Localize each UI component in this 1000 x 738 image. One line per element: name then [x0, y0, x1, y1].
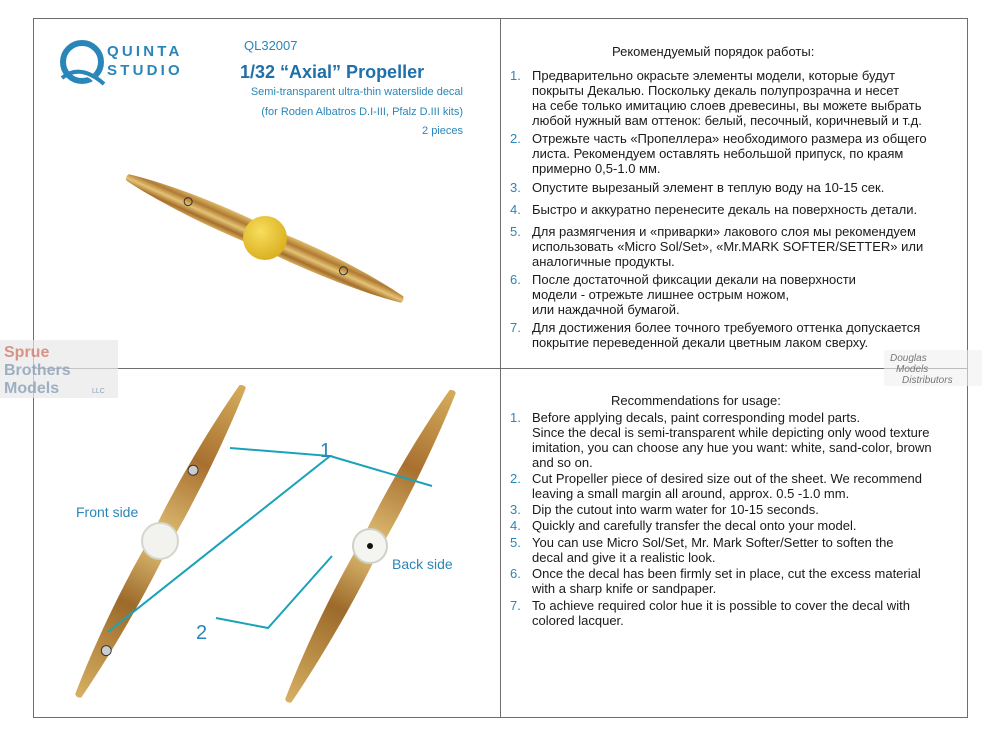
step-line: листа. Рекомендуем оставлять небольшой припуск, по краям [532, 146, 904, 161]
step-item [510, 68, 965, 128]
wm-right-line-1: Douglas [890, 353, 927, 364]
propeller-illustration [110, 148, 410, 328]
step-item [510, 598, 965, 628]
step-number: 4. [510, 202, 521, 217]
product-code: QL32007 [244, 38, 298, 53]
callout-2: 2 [196, 622, 208, 644]
step-line: примерно 0,5-1.0 мм. [532, 161, 661, 176]
step-number: 4. [510, 518, 521, 533]
brand-name [107, 42, 183, 80]
ru-heading: Рекомендуемый порядок работы: [612, 44, 815, 59]
step-line: with a sharp knife or sandpaper. [532, 581, 717, 596]
horizontal-divider [33, 368, 968, 369]
step-line: Опустите вырезаный элемент в теплую воду на 10-15 сек. [532, 180, 885, 195]
wm-right-line-3: Distributors [902, 375, 953, 386]
ru-steps-list [510, 68, 965, 350]
back-side-label: Back side [392, 556, 453, 572]
wm-left-line-1: Sprue [4, 344, 50, 361]
step-item [510, 202, 965, 217]
wm-right-line-2: Models [896, 364, 929, 375]
front-hub-icon [142, 523, 178, 559]
douglas-watermark [884, 350, 982, 386]
step-number: 3. [510, 502, 521, 517]
step-line: покрыты Декалью. Поскольку декаль полупрозрачна и несет [532, 83, 900, 98]
step-number: 5. [510, 535, 521, 550]
en-heading: Recommendations for usage: [611, 393, 781, 408]
sprue-brothers-watermark [0, 340, 118, 398]
step-item [510, 272, 965, 317]
step-item [510, 502, 965, 517]
callout-1: 1 [320, 440, 332, 462]
step-line: После достаточной фиксации декали на поверхности [532, 272, 856, 287]
step-line: Для размягчения и «приварки» лакового слоя мы рекомендуем [532, 224, 916, 239]
en-steps-list [510, 410, 965, 628]
step-line: Once the decal has been firmly set in place, cut the excess material [532, 566, 921, 581]
step-line: Cut Propeller piece of desired size out of the sheet. We recommend [532, 471, 922, 486]
step-number: 5. [510, 224, 521, 239]
step-line: Для достижения более точного требуемого оттенка допускается [532, 320, 921, 335]
step-line: decal and give it a realistic look. [532, 550, 716, 565]
product-pieces: 2 pieces [422, 125, 463, 137]
step-line: colored lacquer. [532, 613, 624, 628]
step-number: 2. [510, 131, 521, 146]
step-item [510, 535, 965, 565]
step-line: аналогичные продукты. [532, 254, 675, 269]
brand-line-1: QUINTA [107, 43, 183, 60]
step-number: 1. [510, 68, 521, 83]
step-item [510, 518, 965, 533]
step-line: Предварительно окрасьте элементы модели, которые будут [532, 68, 896, 83]
step-number: 7. [510, 598, 521, 613]
product-subtitle: Semi-transparent ultra-thin waterslide decal [250, 86, 463, 98]
step-line: модели - отрежьте лишнее острым ножом, [532, 287, 790, 302]
step-item [510, 320, 965, 350]
wm-left-line-2: Brothers [4, 362, 71, 379]
step-line: Быстро и аккуратно перенесите декаль на поверхность детали. [532, 202, 918, 217]
brand-line-2: STUDIO [107, 62, 183, 79]
step-line: Отрежьте часть «Пропеллера» необходимого размера из общего [532, 131, 927, 146]
step-number: 2. [510, 471, 521, 486]
step-item [510, 180, 965, 195]
step-number: 6. [510, 272, 521, 287]
step-number: 1. [510, 410, 521, 425]
step-line: на себе только имитацию слоев древесины, вы можете выбрать [532, 98, 922, 113]
step-item [510, 471, 965, 501]
step-item [510, 410, 965, 470]
step-line: Quickly and carefully transfer the decal onto your model. [532, 518, 857, 533]
step-line: leaving a small margin all around, approx. 0.5 -1.0 mm. [532, 486, 850, 501]
product-kits: (for Roden Albatros D.I-III, Pfalz D.III kits) [261, 106, 463, 118]
step-line: Since the decal is semi-transparent while depicting only wood texture [532, 425, 930, 440]
step-item [510, 131, 965, 176]
step-line: You can use Micro Sol/Set, Mr. Mark Softer/Setter to soften the [532, 535, 894, 550]
step-line: любой нужный вам оттенок: белый, песочный, коричневый и т.д. [532, 113, 922, 128]
wm-left-line-3: Models [4, 380, 60, 397]
product-title: 1/32 “Axial” Propeller [240, 62, 425, 82]
step-item [510, 566, 965, 596]
step-line: Before applying decals, paint corresponding model parts. [532, 410, 861, 425]
step-number: 6. [510, 566, 521, 581]
step-line: and so on. [532, 455, 593, 470]
propeller-diagram [40, 376, 495, 712]
step-number: 7. [510, 320, 521, 335]
step-line: Dip the cutout into warm water for 10-15 seconds. [532, 502, 819, 517]
step-line: или наждачной бумагой. [532, 302, 680, 317]
step-number: 3. [510, 180, 521, 195]
step-line: использовать «Micro Sol/Set», «Mr.MARK SOFTER/SETTER» или [532, 239, 924, 254]
step-item [510, 224, 965, 269]
wm-left-suffix: LLC [92, 388, 105, 395]
step-line: imitation, you can choose any hue you want: white, sand-color, brown [532, 440, 932, 455]
hub-icon [243, 216, 287, 260]
front-side-label: Front side [76, 504, 139, 520]
step-line: покрытие переведенной декали цветным лаком сверху. [532, 335, 869, 350]
step-line: To achieve required color hue it is possible to cover the decal with [532, 598, 910, 613]
